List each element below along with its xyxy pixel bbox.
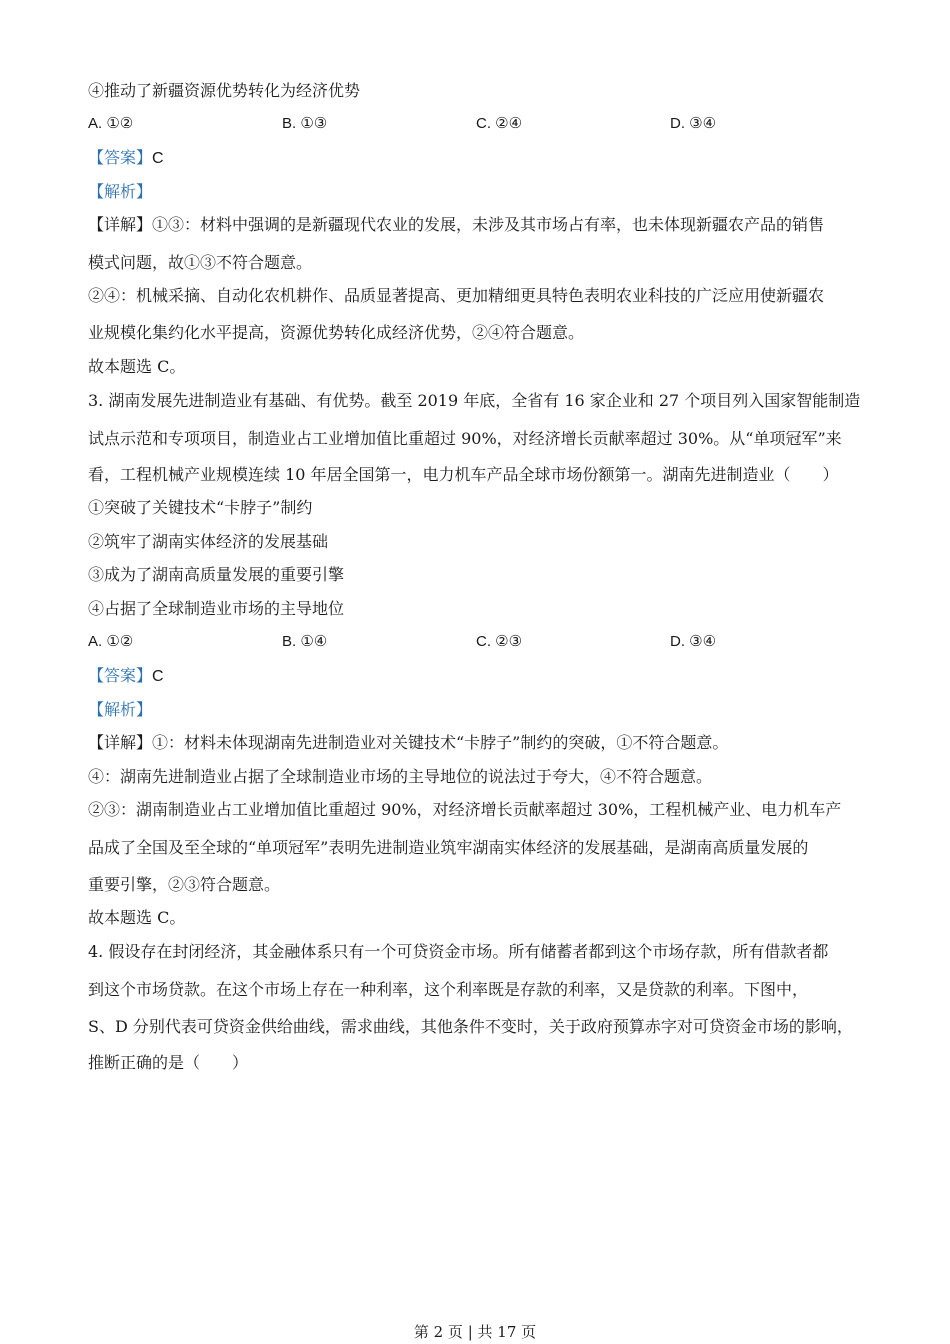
q2-option-c: C. ②④ bbox=[476, 115, 523, 132]
q3-detail-line: 品成了全国及至全球的“单项冠军”表明先进制造业筑牢湖南实体经济的发展基础，是湖南高质量发展的 bbox=[88, 838, 809, 857]
q2-option-a: A. ①② bbox=[88, 115, 134, 132]
q3-option-a: A. ①② bbox=[88, 633, 134, 650]
q3-analysis-tag: 【解析】 bbox=[88, 700, 153, 719]
q3-stem-line: 看，工程机械产业规模连续 10 年居全国第一，电力机车产品全球市场份额第一。湖南先进制造业（ ） bbox=[88, 465, 839, 484]
q2-option-d: D. ③④ bbox=[670, 115, 717, 132]
q3-option-b: B. ①④ bbox=[282, 633, 328, 650]
q2-answer bbox=[88, 147, 164, 170]
q3-stem-line: 3. 湖南发展先进制造业有基础、有优势。截至 2019 年底，全省有 16 家企业和 27 个项目列入国家智能制造 bbox=[88, 391, 861, 410]
q2-options bbox=[88, 113, 868, 135]
q3-detail-line: ④：湖南先进制造业占据了全球制造业市场的主导地位的说法过于夸大，④不符合题意。 bbox=[88, 767, 713, 786]
q3-detail-line: 【详解】①：材料未体现湖南先进制造业对关键技术“卡脖子”制约的突破，①不符合题意。 bbox=[88, 733, 729, 752]
q2-detail-line: 故本题选 C。 bbox=[88, 357, 186, 376]
q2-detail-line: 模式问题，故①③不符合题意。 bbox=[88, 253, 313, 272]
q3-detail-line: ②③：湖南制造业占工业增加值比重超过 90%，对经济增长贡献率超过 30%，工程机械产业、电力机车产 bbox=[88, 800, 842, 819]
q4-stem-line: 4. 假设存在封闭经济，其金融体系只有一个可贷资金市场。所有储蓄者都到这个市场存款，所有借款者都 bbox=[88, 942, 829, 961]
q2-item-4: ④推动了新疆资源优势转化为经济优势 bbox=[88, 81, 361, 100]
q3-option-c: C. ②③ bbox=[476, 633, 523, 650]
q3-option-d: D. ③④ bbox=[670, 633, 717, 650]
q2-detail-line: 【详解】①③：材料中强调的是新疆现代农业的发展，未涉及其市场占有率，也未体现新疆农产品的销售 bbox=[88, 215, 825, 234]
q3-item: ④占据了全球制造业市场的主导地位 bbox=[88, 599, 345, 618]
q3-detail-line: 故本题选 C。 bbox=[88, 908, 186, 927]
q4-stem-line: S、D 分别代表可贷资金供给曲线，需求曲线，其他条件不变时，关于政府预算赤字对可贷资金市场的影响， bbox=[88, 1017, 853, 1036]
q3-answer bbox=[88, 665, 164, 688]
q3-item: ②筑牢了湖南实体经济的发展基础 bbox=[88, 532, 329, 551]
q3-detail-line: 重要引擎，②③符合题意。 bbox=[88, 875, 281, 894]
answer-value: C bbox=[152, 150, 164, 167]
q2-detail-line: ②④：机械采摘、自动化农机耕作、品质显著提高、更加精细更具特色表明农业科技的广泛应用使新疆农 bbox=[88, 286, 825, 305]
q3-item: ③成为了湖南高质量发展的重要引擎 bbox=[88, 565, 345, 584]
q3-stem-line: 试点示范和专项项目，制造业占工业增加值比重超过 90%，对经济增长贡献率超过 30%。从“单项冠军”来 bbox=[88, 429, 842, 448]
q3-item: ①突破了关键技术“卡脖子”制约 bbox=[88, 498, 313, 517]
q2-option-b: B. ①③ bbox=[282, 115, 328, 132]
answer-value: C bbox=[152, 668, 164, 685]
q3-options bbox=[88, 631, 868, 653]
answer-tag: 【答案】 bbox=[88, 666, 153, 685]
page-footer: 第 2 页 | 共 17 页 bbox=[413, 1323, 537, 1341]
q4-stem-line: 推断正确的是（ ） bbox=[88, 1053, 249, 1072]
q2-detail-line: 业规模化集约化水平提高，资源优势转化成经济优势，②④符合题意。 bbox=[88, 323, 585, 342]
answer-tag: 【答案】 bbox=[88, 148, 153, 167]
q2-analysis-tag: 【解析】 bbox=[88, 182, 153, 201]
q4-stem-line: 到这个市场贷款。在这个市场上存在一种利率，这个利率既是存款的利率，又是贷款的利率。下图中， bbox=[88, 980, 809, 999]
